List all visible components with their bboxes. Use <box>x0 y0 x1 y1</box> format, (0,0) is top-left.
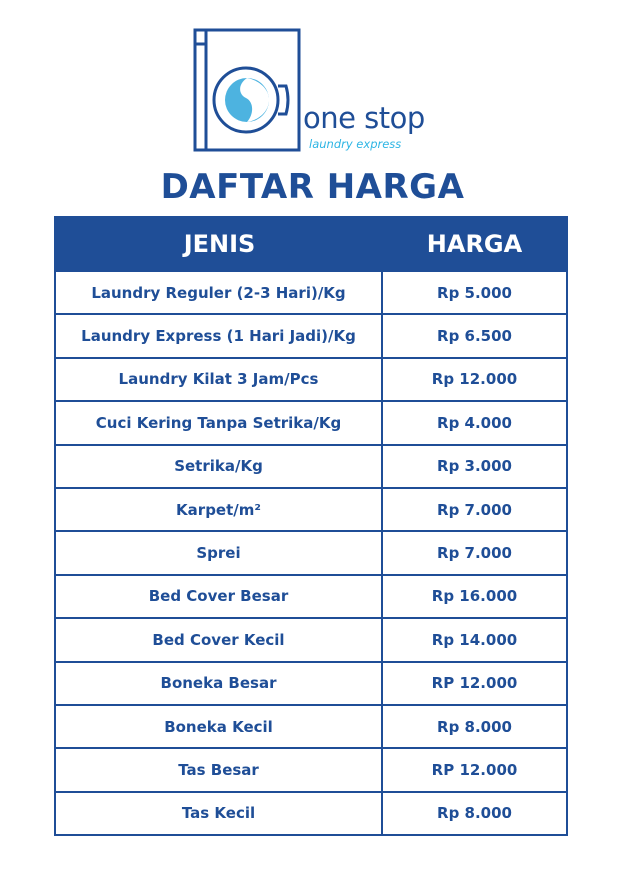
item-name: Tas Kecil <box>56 793 383 834</box>
header-harga: HARGA <box>426 230 523 258</box>
item-price: Rp 8.000 <box>437 717 512 736</box>
item-name: Laundry Express (1 Hari Jadi)/Kg <box>56 315 383 356</box>
price-table <box>54 216 568 836</box>
item-price: Rp 14.000 <box>431 630 518 649</box>
brand-tagline: laundry express <box>309 137 402 151</box>
item-name: Tas Besar <box>56 749 383 790</box>
item-name: Laundry Reguler (2-3 Hari)/Kg <box>56 272 383 313</box>
header-jenis: JENIS <box>183 230 256 258</box>
item-price: Rp 5.000 <box>437 283 512 302</box>
table-row <box>56 444 566 487</box>
table-row <box>56 530 566 573</box>
item-price: Rp 7.000 <box>437 500 512 519</box>
item-price: Rp 12.000 <box>431 370 518 389</box>
item-name: Bed Cover Besar <box>56 576 383 617</box>
table-header <box>56 218 566 270</box>
item-price: Rp 4.000 <box>437 413 512 432</box>
item-name: Bed Cover Kecil <box>56 619 383 660</box>
item-price: RP 12.000 <box>431 674 518 693</box>
item-name: Boneka Besar <box>56 663 383 704</box>
item-price: Rp 16.000 <box>431 587 518 606</box>
item-name: Cuci Kering Tanpa Setrika/Kg <box>56 402 383 443</box>
item-price: Rp 3.000 <box>437 457 512 476</box>
item-name: Setrika/Kg <box>56 446 383 487</box>
table-row <box>56 270 566 313</box>
item-price: Rp 8.000 <box>437 804 512 823</box>
table-row <box>56 400 566 443</box>
table-row <box>56 791 566 834</box>
page-title: DAFTAR HARGA <box>160 167 465 207</box>
table-row <box>56 313 566 356</box>
item-name: Laundry Kilat 3 Jam/Pcs <box>56 359 383 400</box>
table-body <box>56 270 566 834</box>
table-row <box>56 574 566 617</box>
item-price: RP 12.000 <box>431 760 518 779</box>
item-price: Rp 7.000 <box>437 544 512 563</box>
item-name: Sprei <box>56 532 383 573</box>
table-row <box>56 661 566 704</box>
table-row <box>56 704 566 747</box>
table-row <box>56 617 566 660</box>
item-price: Rp 6.500 <box>437 327 512 346</box>
item-name: Boneka Kecil <box>56 706 383 747</box>
brand-name: one stop <box>303 101 425 135</box>
item-name: Karpet/m² <box>56 489 383 530</box>
table-row <box>56 357 566 400</box>
table-row <box>56 747 566 790</box>
table-row <box>56 487 566 530</box>
